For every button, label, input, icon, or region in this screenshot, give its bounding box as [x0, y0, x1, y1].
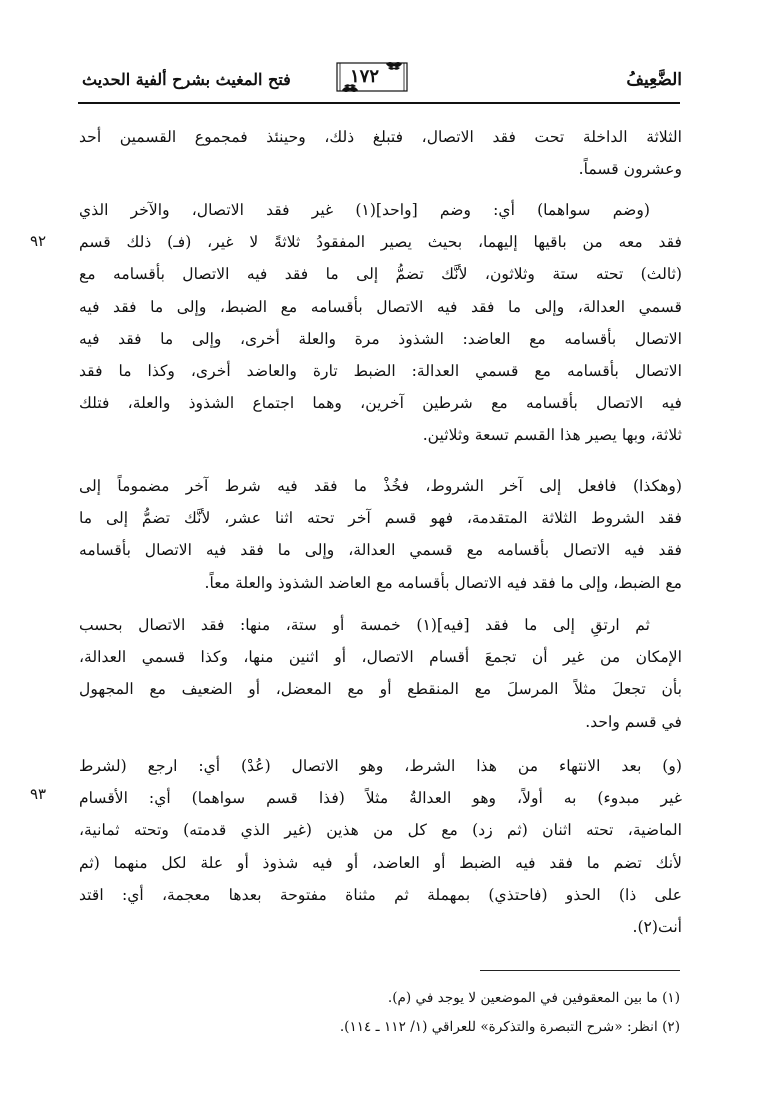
- text-line: وعشرون قسماً.: [578, 160, 682, 179]
- footnote-divider: [480, 970, 680, 971]
- text-line: (وهكذا) فافعل إلى آخر الشروط، فخُذْ ما فقد فيه شرط آخر مضموماً إلى: [79, 477, 682, 495]
- text-line: قسمي العدالة، وإلى ما فقد فيه الاتصال بأقسامه مع الضبط، وإلى ما فقد فيه: [79, 297, 682, 316]
- page-number: ١٧٢: [350, 66, 380, 87]
- text-line: الإمكان من غير أن تجمعَ أقسام الاتصال، أو اثنين منها، وكذا قسمي العدالة،: [79, 648, 682, 667]
- footnote-1: (١) ما بين المعقوفين في الموضعين لا يوجد في (م).: [387, 990, 680, 1006]
- page-number-box: [336, 60, 408, 94]
- text-line: ثم ارتقِ إلى ما فقد [فيه](١) خمسة أو ستة، منها: فقد الاتصال بحسب: [79, 616, 650, 634]
- text-line: فقد الشروط الثلاثة المتقدمة، فهو قسم آخر تحته اثنا عشر، لأنَّك تضمُّ إلى ما: [79, 509, 682, 528]
- text-line: فيه الاتصال بأقسامه مع شرطين آخرين، وهما اجتماع الشذوذ والعلة، فتلك: [79, 394, 682, 413]
- text-line: أنت(٢).: [632, 918, 682, 937]
- text-line: (ثالث) تحته ستة وثلاثون، لأنَّك تضمُّ إلى ما فقد فيه الاتصال بأقسامه مع: [79, 265, 682, 284]
- paragraph-1: [79, 121, 682, 185]
- text-line: الماضية، تحته اثنان (ثم زد) مع كل من هذين (غير الذي قدمته) وتحته ثمانية،: [79, 821, 682, 840]
- paragraph-4: [79, 609, 682, 738]
- margin-verse-number: ٩٣: [30, 785, 47, 803]
- paragraph-5: [79, 750, 682, 943]
- margin-verse-number: ٩٢: [30, 232, 47, 250]
- book-title: فتح المغيث بشرح ألفية الحديث: [82, 70, 291, 89]
- text-line: الاتصال بأقسامه مع قسمي العدالة: الضبط تارة والعاضد أخرى، وكذا ما فقد: [79, 362, 682, 381]
- footnote-2: (٢) انظر: «شرح التبصرة والتذكرة» للعراقي (١/ ١١٢ ـ ١١٤).: [339, 1019, 680, 1035]
- text-line: لأنك تضم ما فقد فيه الضبط أو العاضد، أو فيه شذوذ أو علة لكل منهما (ثم: [79, 853, 682, 872]
- paragraph-2: [79, 194, 682, 452]
- text-line: الاتصال بأقسامه مع العاضد: الشذوذ مرة والعلة أخرى، وإلى ما فقد فيه: [79, 329, 682, 348]
- text-line: ثلاثة، وبها يصير هذا القسم تسعة وثلاثين.: [422, 426, 682, 445]
- text-line: فقد فيه الاتصال بأقسامه مع قسمي العدالة، وإلى ما فقد فيه الاتصال بأقسامه: [79, 541, 682, 560]
- paragraph-3: [79, 470, 682, 599]
- text-line: غير مبدوء) به أولاً، وهو العدالةُ مثلاً (فذا قسم سواهما) أي: الأقسام: [79, 789, 682, 808]
- text-line: على ذا) الحذو (فاحتذي) بمهملة ثم مثناة مفتوحة بعدها معجمة، أي: اقتد: [79, 885, 682, 904]
- text-line: بأن تجعلَ مثلاً المرسلَ مع المنقطع أو مع المعضل، أو الضعيف مع المجهول: [79, 680, 682, 699]
- text-line: فقد معه من باقيها إليهما، بحيث يصير المفقودُ ثلاثةً لا غير، (فـ) ذلك قسم: [79, 233, 682, 252]
- chapter-title: الضَّعِيفُ: [626, 70, 682, 90]
- text-line: مع الضبط، وإلى ما فقد فيه الاتصال بأقسامه مع العاضد الشذوذ والعلة معاً.: [204, 573, 682, 592]
- text-line: في قسم واحد.: [585, 712, 682, 731]
- text-line: الثلاثة الداخلة تحت فقد الاتصال، فتبلغ ذلك، وحينئذ فمجموع القسمين أحد: [79, 128, 682, 146]
- text-line: (و) بعد الانتهاء من هذا الشرط، وهو الاتصال (عُدْ) أي: ارجع (لشرط: [79, 757, 682, 775]
- text-line: (وضم سواهما) أي: وضم [واحد](١) غير فقد الاتصال، والآخر الذي: [79, 201, 650, 219]
- header-divider: [78, 102, 680, 104]
